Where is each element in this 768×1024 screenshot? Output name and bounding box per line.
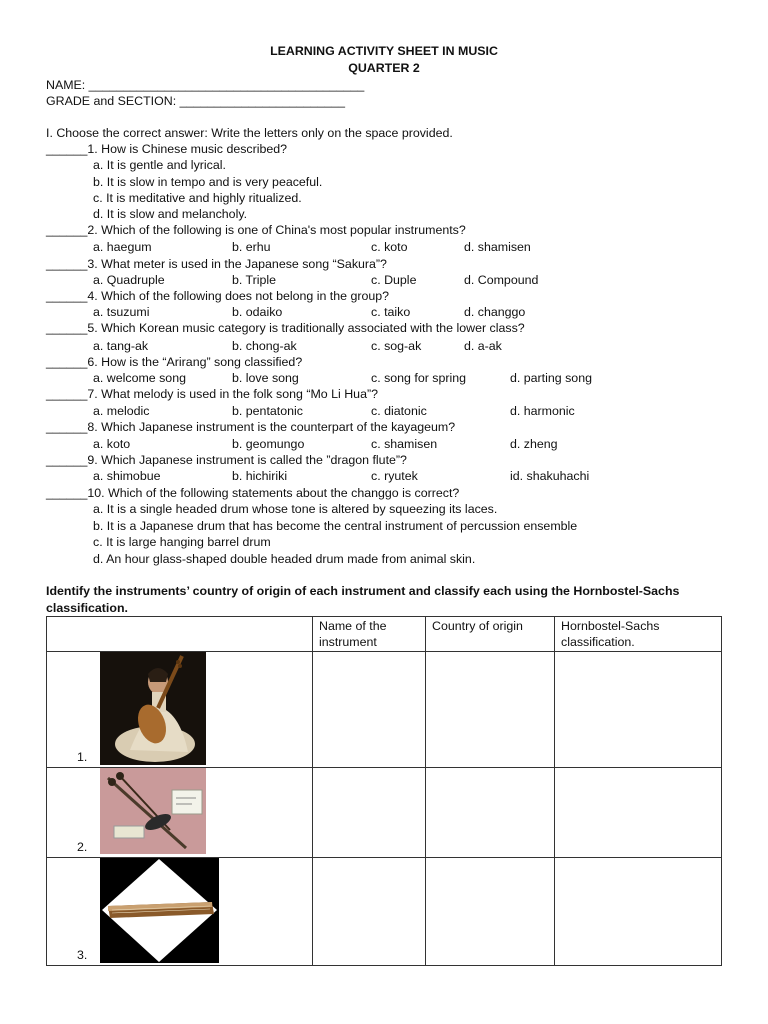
question-7-option-b: b. pentatonic [232, 404, 303, 418]
question-3-option-c: c. Duple [371, 273, 417, 287]
question-7-option-a: a. melodic [93, 404, 150, 418]
question-1-option-a: a. It is gentle and lyrical. [93, 158, 226, 172]
question-2-option-d: d. shamisen [464, 240, 531, 254]
question-2-option-c: c. koto [371, 240, 408, 254]
question-6-stem: ______6. How is the “Arirang” song classified? [46, 355, 303, 369]
question-5-option-b: b. chong-ak [232, 339, 297, 353]
part2-instruction-line2: classification. [46, 601, 128, 615]
question-2-option-b: b. erhu [232, 240, 271, 254]
grade-section-field-label: GRADE and SECTION: ________________________ [46, 94, 345, 108]
answer-cell-name[interactable] [313, 858, 426, 966]
table-header-image [47, 617, 313, 652]
part2-instruction-line1: Identify the instruments’ country of origin of each instrument and classify each using the Hornbostel-Sachs [46, 584, 680, 598]
question-9-option-b: b. hichiriki [232, 469, 288, 483]
answer-cell-name[interactable] [313, 652, 426, 768]
question-6-option-b: b. love song [232, 371, 299, 385]
table-row [47, 652, 722, 768]
instrument-classification-table [46, 616, 722, 966]
question-10-option-d: d. An hour glass-shaped double headed drum made from animal skin. [93, 552, 476, 566]
table-header-classification: Hornbostel-Sachs classification. [555, 617, 722, 652]
question-2-option-a: a. haegum [93, 240, 152, 254]
question-3-option-b: b. Triple [232, 273, 277, 287]
question-4-stem: ______4. Which of the following does not belong in the group? [46, 289, 390, 303]
question-3-option-d: d. Compound [464, 273, 539, 287]
question-8-stem: ______8. Which Japanese instrument is the counterpart of the kayageum? [46, 420, 456, 434]
question-10-option-b: b. It is a Japanese drum that has become the central instrument of percussion ensemble [93, 519, 578, 533]
question-1-stem: ______1. How is Chinese music described? [46, 142, 288, 156]
table-cell-image [47, 768, 313, 858]
answer-cell-classification[interactable] [555, 858, 722, 966]
question-6-option-a: a. welcome song [93, 371, 186, 385]
table-header-country: Country of origin [426, 617, 555, 652]
answer-cell-country[interactable] [426, 652, 555, 768]
question-4-option-d: d. changgo [464, 305, 526, 319]
question-9-option-a: a. shimobue [93, 469, 161, 483]
question-3-stem: ______3. What meter is used in the Japanese song “Sakura”? [46, 257, 387, 271]
question-5-stem: ______5. Which Korean music category is traditionally associated with the lower class? [46, 321, 525, 335]
question-2-stem: ______2. Which of the following is one of China's most popular instruments? [46, 223, 466, 237]
worksheet-subtitle: QUARTER 2 [348, 61, 420, 75]
part1-instruction: I. Choose the correct answer: Write the letters only on the space provided. [46, 126, 453, 140]
question-1-option-c: c. It is meditative and highly ritualized. [93, 191, 302, 205]
question-4-option-a: a. tsuzumi [93, 305, 150, 319]
question-10-option-a: a. It is a single headed drum whose tone is altered by squeezing its laces. [93, 502, 498, 516]
answer-cell-country[interactable] [426, 768, 555, 858]
question-9-stem: ______9. Which Japanese instrument is called the ”dragon flute”? [46, 453, 407, 467]
row-number: 1. [77, 750, 88, 764]
question-8-option-b: b. geomungo [232, 437, 305, 451]
pipa-player-photo [100, 652, 206, 765]
korean-instrument-photo [100, 768, 206, 854]
answer-cell-country[interactable] [426, 858, 555, 966]
question-5-option-d: d. a-ak [464, 339, 502, 353]
answer-cell-classification[interactable] [555, 652, 722, 768]
row-number: 3. [77, 948, 88, 962]
table-cell-image [47, 652, 313, 768]
question-4-option-b: b. odaiko [232, 305, 283, 319]
question-9-option-c: c. ryutek [371, 469, 418, 483]
table-cell-image [47, 858, 313, 966]
worksheet-title: LEARNING ACTIVITY SHEET IN MUSIC [270, 44, 498, 58]
question-3-option-a: a. Quadruple [93, 273, 165, 287]
question-6-option-d: d. parting song [510, 371, 592, 385]
question-5-option-a: a. tang-ak [93, 339, 149, 353]
answer-cell-classification[interactable] [555, 768, 722, 858]
question-7-option-c: c. diatonic [371, 404, 427, 418]
question-6-option-c: c. song for spring [371, 371, 467, 385]
question-8-option-c: c. shamisen [371, 437, 438, 451]
question-5-option-c: c. sog-ak [371, 339, 422, 353]
table-row [47, 858, 722, 966]
question-1-option-b: b. It is slow in tempo and is very peaceful. [93, 175, 323, 189]
table-row [47, 768, 722, 858]
table-header-name: Name of the instrument [313, 617, 426, 652]
question-10-option-c: c. It is large hanging barrel drum [93, 535, 271, 549]
question-7-stem: ______7. What melody is used in the folk song “Mo Li Hua”? [46, 387, 378, 401]
question-8-option-a: a. koto [93, 437, 131, 451]
zither-photo [100, 858, 219, 963]
question-10-stem: ______10. Which of the following statements about the changgo is correct? [46, 486, 460, 500]
question-7-option-d: d. harmonic [510, 404, 575, 418]
name-field-label: NAME: ________________________________________ [46, 78, 365, 92]
question-4-option-c: c. taiko [371, 305, 411, 319]
question-9-option-d: id. shakuhachi [510, 469, 590, 483]
table-header-row [47, 617, 722, 652]
row-number: 2. [77, 840, 88, 854]
question-1-option-d: d. It is slow and melancholy. [93, 207, 248, 221]
answer-cell-name[interactable] [313, 768, 426, 858]
question-8-option-d: d. zheng [510, 437, 558, 451]
